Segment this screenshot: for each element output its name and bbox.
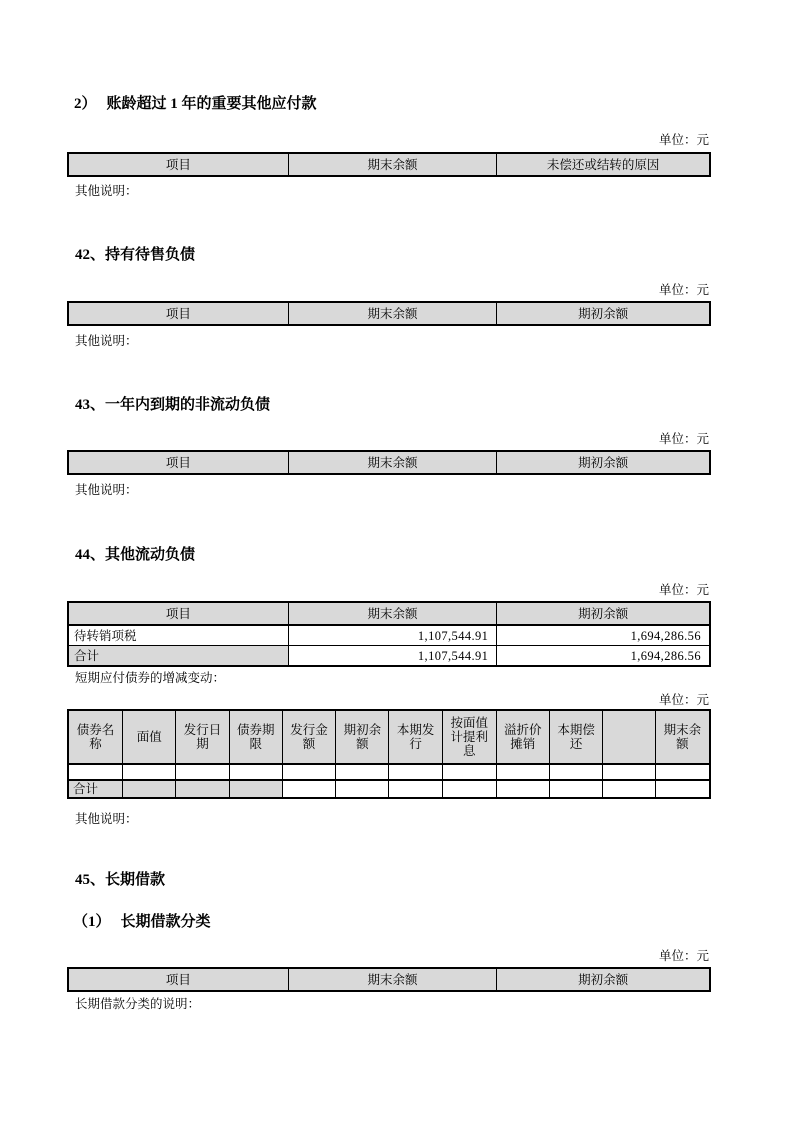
table-cell [496, 764, 549, 780]
column-header: 期末余额 [288, 451, 497, 474]
column-header: 项目 [68, 451, 288, 474]
table-cell [442, 764, 496, 780]
column-header: 期初余额 [497, 302, 710, 325]
section-heading-43 [75, 397, 270, 414]
table-cell: 合计 [68, 780, 123, 798]
table-non-current-liabilities-due [67, 450, 711, 475]
table-held-for-sale-liabilities [67, 301, 711, 326]
table-cell: 1,694,286.56 [497, 625, 710, 646]
other-note: 其他说明： [75, 812, 138, 826]
table-cell: 合计 [68, 646, 288, 667]
section-number: 45、 [75, 872, 106, 888]
column-header: 面值 [123, 710, 176, 764]
loan-classification-note: 长期借款分类的说明： [75, 997, 201, 1011]
table-total-row [68, 780, 710, 798]
column-header [603, 710, 656, 764]
table-cell [229, 780, 282, 798]
table-cell [282, 764, 335, 780]
table-cell [549, 764, 602, 780]
section-title: 账龄超过 1 年的重要其他应付款 [106, 96, 317, 112]
column-header: 发行金额 [282, 710, 335, 764]
table-cell [389, 764, 442, 780]
section-heading-45 [75, 872, 165, 889]
section-heading-42 [75, 247, 195, 264]
table-cell: 1,107,544.91 [288, 646, 497, 667]
unit-label: 单位：元 [658, 693, 709, 707]
section-title: 一年内到期的非流动负债 [105, 397, 271, 413]
table-cell [123, 764, 176, 780]
bond-change-note: 短期应付债券的增减变动： [75, 671, 226, 685]
section-heading-44 [75, 547, 195, 564]
table-total-row [68, 646, 710, 667]
table-cell [655, 780, 710, 798]
section-heading-aging-payables [74, 96, 317, 113]
table-cell [496, 780, 549, 798]
table-cell [336, 764, 389, 780]
table-cell [389, 780, 442, 798]
column-header: 期末余额 [288, 968, 497, 991]
section-heading-45-1 [73, 914, 211, 931]
section-number: 43、 [75, 397, 106, 413]
column-header: 期初余额 [497, 602, 710, 625]
table-cell [282, 780, 335, 798]
section-number: （1） [73, 914, 111, 930]
table-row [68, 764, 710, 780]
column-header: 期末余额 [288, 602, 497, 625]
column-header: 本期发行 [389, 710, 442, 764]
table-cell [176, 764, 229, 780]
table-cell [442, 780, 496, 798]
table-long-term-loans [67, 967, 711, 992]
unit-label: 单位：元 [658, 583, 709, 597]
table-aging-other-payables [67, 152, 711, 177]
column-header: 期末余额 [288, 153, 497, 176]
unit-label: 单位：元 [658, 949, 709, 963]
column-header: 期末余额 [288, 302, 497, 325]
table-cell [176, 780, 229, 798]
table-cell [68, 764, 123, 780]
column-header: 本期偿还 [549, 710, 602, 764]
unit-label: 单位：元 [658, 133, 709, 147]
section-number: 2） [74, 96, 97, 112]
column-header: 期初余额 [497, 968, 710, 991]
table-cell [549, 780, 602, 798]
table-cell: 1,107,544.91 [288, 625, 497, 646]
column-header: 未偿还或结转的原因 [497, 153, 710, 176]
other-note: 其他说明： [75, 184, 138, 198]
column-header: 债券名称 [68, 710, 123, 764]
column-header: 发行日期 [176, 710, 229, 764]
table-cell [655, 764, 710, 780]
section-title: 长期借款分类 [120, 914, 211, 930]
column-header: 债券期限 [229, 710, 282, 764]
column-header: 期初余额 [497, 451, 710, 474]
column-header: 项目 [68, 302, 288, 325]
section-title: 其他流动负债 [105, 547, 196, 563]
column-header: 期初余额 [336, 710, 389, 764]
section-number: 42、 [75, 247, 106, 263]
column-header: 项目 [68, 153, 288, 176]
other-note: 其他说明： [75, 334, 138, 348]
table-cell [603, 764, 656, 780]
column-header: 项目 [68, 602, 288, 625]
column-header: 项目 [68, 968, 288, 991]
table-short-term-bonds [67, 709, 711, 799]
table-cell [603, 780, 656, 798]
column-header: 按面值计提利息 [442, 710, 496, 764]
table-cell [123, 780, 176, 798]
table-cell: 待转销项税 [68, 625, 288, 646]
section-title: 长期借款 [105, 872, 166, 888]
table-cell: 1,694,286.56 [497, 646, 710, 667]
table-other-current-liabilities [67, 601, 711, 667]
table-cell [336, 780, 389, 798]
table-cell [229, 764, 282, 780]
table-row [68, 625, 710, 646]
other-note: 其他说明： [75, 483, 138, 497]
section-number: 44、 [75, 547, 106, 563]
section-title: 持有待售负债 [105, 247, 196, 263]
column-header: 期末余额 [655, 710, 710, 764]
unit-label: 单位：元 [658, 432, 709, 446]
column-header: 溢折价摊销 [496, 710, 549, 764]
unit-label: 单位：元 [658, 283, 709, 297]
